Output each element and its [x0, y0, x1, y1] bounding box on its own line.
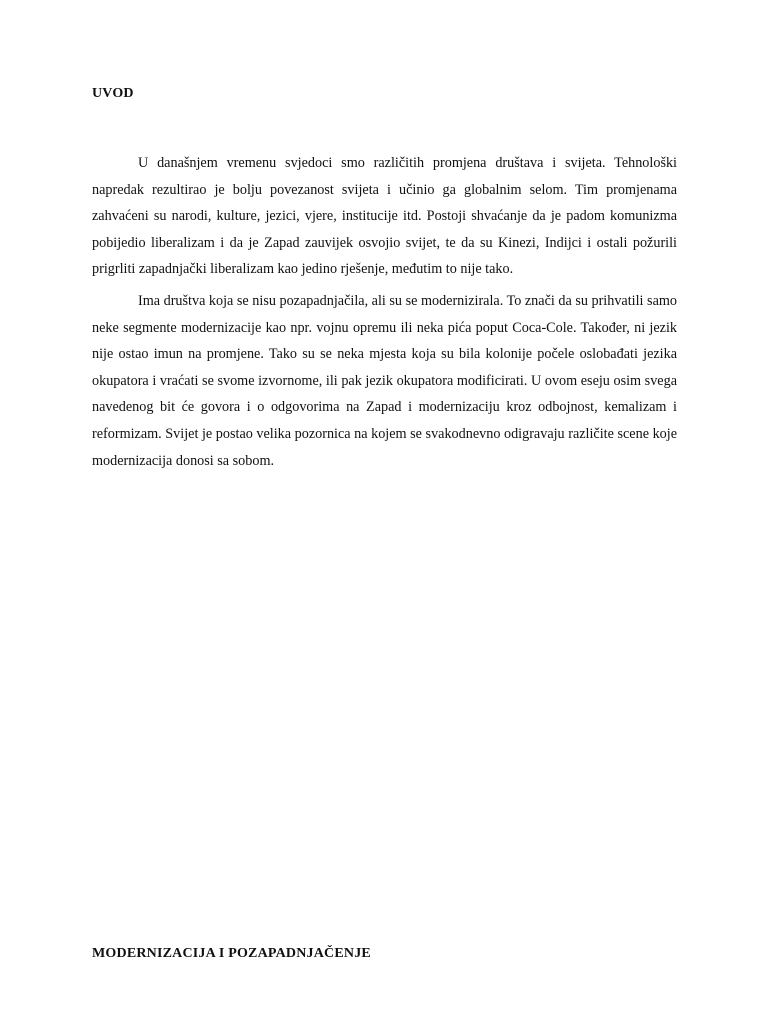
paragraph-1: U današnjem vremenu svjedoci smo različitih promjena društava i svijeta. Tehnološki napredak rezultirao je bolju povezanost svijeta i učinio ga globalnim selom. Tim promjenama zahvaćeni su narodi, kulture, jezici, vjere, institucije itd. Postoji shvaćanje da je padom komunizma pobijedio liberalizam i da je Zapad zauvijek osvojio svijet, te da su Kinezi, Indijci i ostali požurili prigrliti zapadnjački liberalizam kao jedino rješenje, međutim to nije tako. [92, 155, 677, 278]
section-heading-modernizacija: MODERNIZACIJA I POZAPADNJAČENJE [92, 946, 371, 961]
section-heading-uvod: UVOD [92, 86, 134, 101]
paragraph-2: Ima društva koja se nisu pozapadnjačila, ali su se modernizirala. To znači da su prihvatili samo neke segmente modernizacije kao npr. vojnu opremu ili neka pića poput Coca-Cole. Također, ni jezik nije ostao imun na promjene. Tako su se neka mjesta koja su bila kolonije počele oslobađati jezika okupatora i vraćati se svome izvornome, ili pak jezik okupatora modificirati. U ovom eseju osim svega navedenog bit će govora i o odgovorima na Zapad i modernizaciju kroz odbojnost, kemalizam i reformizam. Svijet je postao velika pozornica na kojem se svakodnevno odigravaju različite scene koje modernizacija donosi sa sobom. [92, 293, 677, 469]
